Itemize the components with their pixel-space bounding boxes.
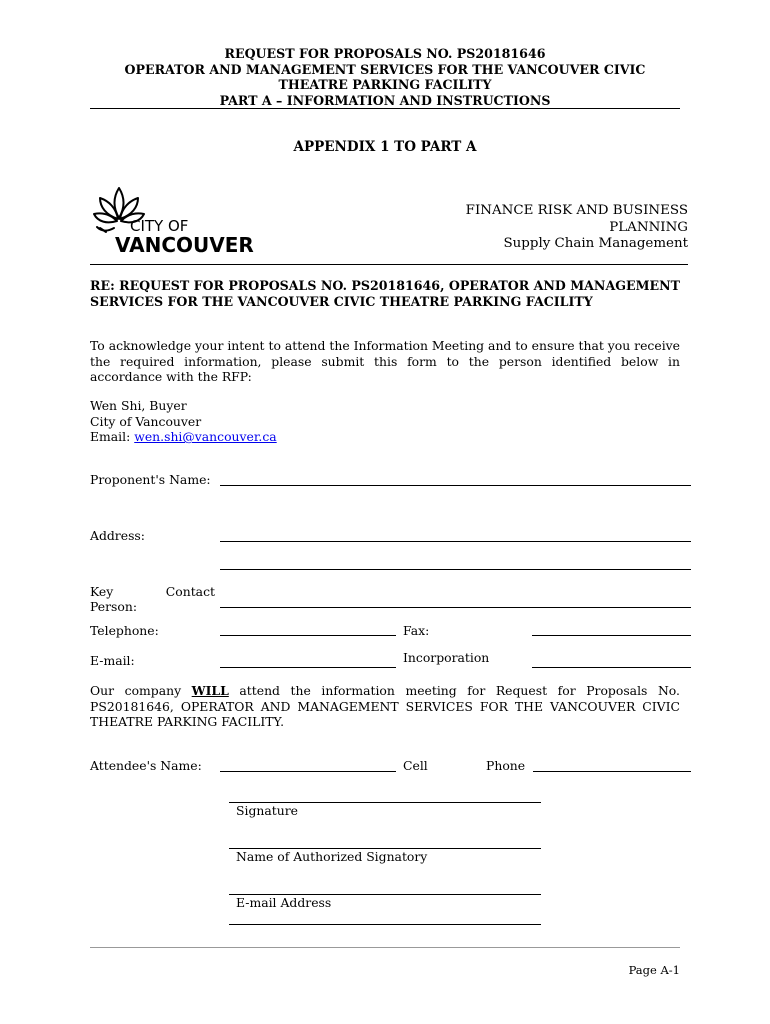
header-title-line1: OPERATOR AND MANAGEMENT SERVICES FOR THE VANCOUVER CIVIC (124, 61, 646, 77)
statement-will: WILL (191, 683, 229, 698)
person-label: Person: (90, 599, 138, 614)
cell-label: Cell (403, 758, 428, 773)
authorized-signatory-label: Name of Authorized Signatory (236, 849, 428, 864)
appendix-title: APPENDIX 1 TO PART A (293, 139, 477, 155)
statement-after: attend the information meeting for Request for Proposals No. PS20181646, OPERATOR AND MANAGEMENT SERVICES FOR THE VANCOUVER CIVIC THEATRE PARKING FACILITY. (90, 683, 680, 730)
intro-paragraph: To acknowledge your intent to attend the Information Meeting and to ensure that you receive the required information, please submit this form to the person identified below in accordance with the RFP: (90, 338, 680, 385)
department-line1: FINANCE RISK AND BUSINESS (465, 203, 688, 218)
header-rfp-number: REQUEST FOR PROPOSALS NO. PS20181646 (224, 46, 546, 61)
logo-city-of: CITY OF (130, 217, 189, 235)
cell-phone-field[interactable] (533, 771, 691, 772)
proponent-name-field[interactable] (220, 485, 691, 486)
key-contact-person-label (90, 584, 215, 614)
buyer-name: Wen Shi, Buyer (90, 398, 187, 413)
header-divider (90, 108, 680, 109)
telephone-field[interactable] (220, 635, 396, 636)
incorporation-field[interactable] (532, 667, 691, 668)
attendee-name-label: Attendee's Name: (90, 758, 202, 773)
email-address-underline (229, 924, 541, 925)
buyer-email-link[interactable]: wen.shi@vancouver.ca (134, 429, 277, 445)
email-field[interactable] (220, 667, 396, 668)
buyer-contact (90, 398, 277, 445)
telephone-label: Telephone: (90, 623, 159, 638)
proponent-name-label: Proponent's Name: (90, 472, 211, 487)
header-part: PART A – INFORMATION AND INSTRUCTIONS (219, 92, 551, 108)
flower-logo-icon (92, 184, 267, 256)
email-address-label: E-mail Address (236, 895, 332, 910)
fax-field[interactable] (532, 635, 691, 636)
page-number: Page A-1 (628, 963, 680, 977)
department-line2: PLANNING (609, 219, 688, 235)
fax-label: Fax: (403, 623, 430, 638)
statement-before: Our company (90, 683, 192, 698)
address-field-line2[interactable] (220, 569, 691, 570)
key-contact-person-field[interactable] (220, 607, 691, 608)
phone-label: Phone (486, 758, 526, 773)
key-label: Key (90, 584, 114, 599)
buyer-email-label: Email: (90, 429, 135, 445)
re-subject: RE: REQUEST FOR PROPOSALS NO. PS20181646, OPERATOR AND MANAGEMENT SERVICES FOR THE VANCOUVER CIVIC THEATRE PARKING FACILITY (90, 278, 680, 309)
email-label: E-mail: (90, 653, 135, 668)
footer-divider (90, 947, 680, 948)
department-line3: Supply Chain Management (503, 236, 688, 252)
attendee-name-field[interactable] (220, 771, 396, 772)
header-title-line2: THEATRE PARKING FACILITY (278, 77, 492, 93)
incorporation-label: Incorporation (403, 650, 490, 665)
logo-vancouver: VANCOUVER (115, 233, 254, 257)
buyer-organization: City of Vancouver (90, 413, 202, 429)
contact-label: Contact (165, 584, 215, 599)
department-block (430, 203, 688, 253)
address-field-line1[interactable] (220, 541, 691, 542)
department-divider (90, 264, 688, 265)
attendance-statement (90, 683, 680, 730)
signature-label: Signature (236, 803, 298, 818)
city-logo (92, 184, 267, 256)
document-header (90, 46, 680, 108)
buyer-email-line (90, 429, 277, 445)
address-label: Address: (90, 528, 145, 543)
